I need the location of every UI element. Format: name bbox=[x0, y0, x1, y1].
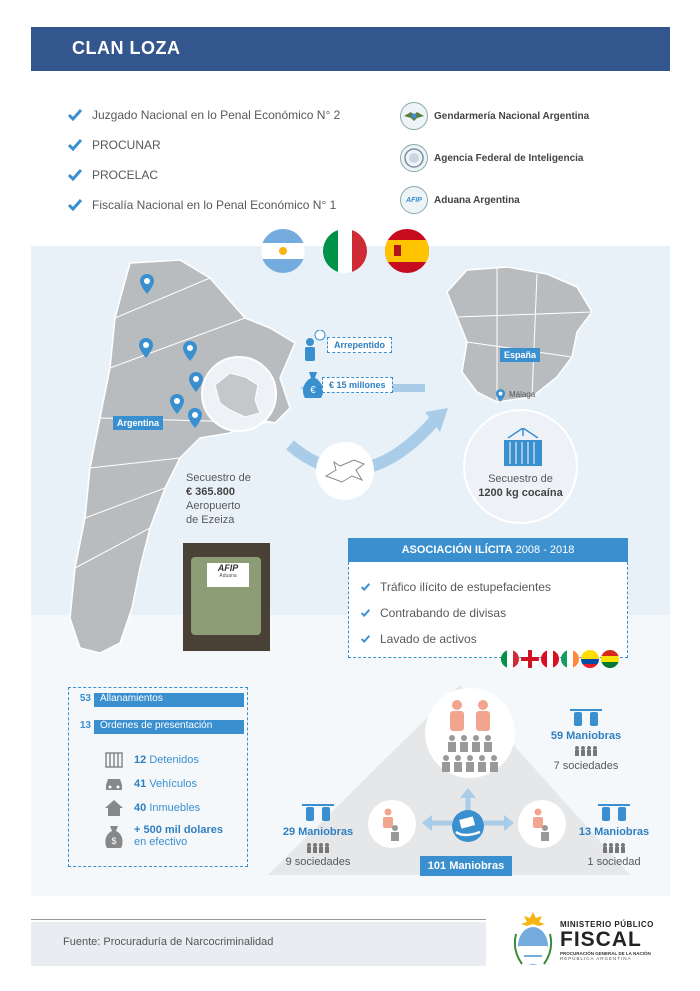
list-item bbox=[361, 600, 551, 626]
seizure-amount: € 365.800 bbox=[186, 486, 235, 498]
asociacion-item: Tráfico ilícito de estupefacientes bbox=[380, 580, 551, 594]
vehiculos-label: Vehículos bbox=[149, 778, 198, 790]
seizure-photo bbox=[183, 543, 270, 651]
car-icon bbox=[104, 775, 124, 793]
agency-aduana bbox=[400, 179, 660, 221]
two-people-icon bbox=[530, 808, 554, 842]
gendarmeria-seal-icon bbox=[400, 102, 428, 130]
shipping-container-icon bbox=[500, 428, 546, 468]
people-group-icon bbox=[306, 842, 330, 854]
two-people-icon bbox=[380, 808, 404, 842]
asociacion-title: ASOCIACIÓN ILÍCITA bbox=[401, 544, 513, 556]
inmuebles-count: 40 bbox=[134, 802, 147, 814]
vehiculos-row bbox=[104, 772, 244, 796]
argentina-label: Argentina bbox=[113, 416, 163, 430]
vehiculos-count: 41 bbox=[134, 778, 147, 790]
jail-icon bbox=[104, 751, 124, 769]
list-item bbox=[68, 160, 388, 190]
seizure-line: Aeropuerto bbox=[186, 500, 241, 512]
asociacion-header bbox=[348, 538, 628, 562]
agency-gendarmeria bbox=[400, 95, 660, 137]
airplane-icon bbox=[314, 440, 376, 502]
agency-name: Aduana Argentina bbox=[434, 194, 520, 206]
list-item bbox=[68, 190, 388, 220]
spain-flag-icon bbox=[384, 228, 430, 274]
agency-name: Gendarmería Nacional Argentina bbox=[434, 110, 590, 122]
person-speech-icon bbox=[300, 330, 326, 364]
afi-seal-icon bbox=[400, 144, 428, 172]
logo-line2: FISCAL bbox=[560, 928, 642, 951]
logo-line4: REPÚBLICA ARGENTINA bbox=[560, 956, 632, 961]
location-pin-icon bbox=[170, 394, 184, 414]
left-maniobras-value: 29 Maniobras bbox=[282, 826, 354, 838]
logo-line3: PROCURACIÓN GENERAL DE LA NACIÓN bbox=[560, 951, 651, 956]
location-pin-icon bbox=[496, 389, 505, 402]
inmuebles-label: Inmuebles bbox=[149, 802, 201, 814]
page-title: CLAN LOZA bbox=[72, 38, 181, 58]
afip-card bbox=[207, 563, 249, 587]
allanamientos-count: 53 bbox=[79, 693, 91, 704]
list-item bbox=[68, 130, 388, 160]
italy-flag-icon bbox=[500, 649, 520, 669]
england-flag-icon bbox=[520, 649, 540, 669]
location-pin-icon bbox=[140, 274, 154, 294]
list-item bbox=[361, 574, 551, 600]
list-item bbox=[68, 100, 388, 130]
house-icon bbox=[104, 799, 124, 817]
dolares-label: en efectivo bbox=[134, 836, 188, 848]
asociacion-item: Contrabando de divisas bbox=[380, 606, 507, 620]
top-maniobras-sub: 7 sociedades bbox=[553, 760, 619, 772]
money-amount-label: € 15 millones bbox=[322, 377, 393, 393]
checkmark-icon bbox=[68, 169, 82, 181]
detenidos-label: Detenidos bbox=[149, 754, 199, 766]
dollar-bag-icon bbox=[104, 824, 124, 850]
logo-line1: MINISTERIO PÚBLICO bbox=[560, 920, 654, 929]
detenidos-row bbox=[104, 748, 244, 772]
asociacion-years: 2008 - 2018 bbox=[515, 544, 575, 556]
spain-label: España bbox=[500, 348, 540, 362]
location-pin-icon bbox=[183, 341, 197, 361]
seized-list bbox=[104, 748, 244, 850]
detenidos-count: 12 bbox=[134, 754, 147, 766]
ordenes-count: 13 bbox=[79, 720, 91, 731]
checkmark-icon bbox=[68, 199, 82, 211]
people-group-icon bbox=[574, 745, 598, 757]
institution-name: PROCELAC bbox=[92, 168, 159, 182]
seizure-line: de Ezeiza bbox=[186, 514, 235, 526]
phones-icon bbox=[596, 801, 632, 825]
svg-text:€: € bbox=[310, 385, 316, 396]
argentina-coat-of-arms-icon bbox=[512, 910, 554, 968]
people-group-icon bbox=[602, 842, 626, 854]
phones-icon bbox=[300, 801, 336, 825]
afip-seal-icon: AFIP bbox=[400, 186, 428, 214]
institution-name: Juzgado Nacional en lo Penal Económico N° 2 bbox=[92, 108, 341, 122]
seizure-amount: 1200 kg cocaína bbox=[478, 487, 563, 499]
right-maniobras-sub: 1 sociedad bbox=[587, 856, 641, 868]
ecuador-flag-icon bbox=[580, 649, 600, 669]
checkmark-icon bbox=[68, 139, 82, 151]
ezeiza-seizure bbox=[186, 471, 276, 527]
checkmark-icon bbox=[68, 109, 82, 121]
institution-name: PROCUNAR bbox=[92, 138, 161, 152]
footer-source: Fuente: Procuraduría de Narcocriminalidad bbox=[63, 936, 274, 948]
checkmark-icon bbox=[361, 635, 370, 643]
phones-icon bbox=[568, 706, 604, 730]
dolares-row bbox=[104, 824, 244, 850]
inmuebles-row bbox=[104, 796, 244, 820]
asociacion-list bbox=[361, 574, 551, 652]
afip-card-subtext: Aduana bbox=[219, 573, 237, 579]
bolivia-flag-icon bbox=[600, 649, 620, 669]
left-maniobras-sub: 9 sociedades bbox=[285, 856, 351, 868]
people-hierarchy-icon bbox=[437, 700, 503, 776]
asociacion-box bbox=[348, 562, 628, 658]
agency-list bbox=[400, 95, 660, 221]
svg-text:$: $ bbox=[111, 836, 117, 846]
ireland-flag-icon bbox=[560, 649, 580, 669]
institution-list bbox=[68, 100, 388, 220]
asociacion-item: Lavado de activos bbox=[380, 632, 477, 646]
afip-card-logo: AFIP bbox=[217, 563, 239, 573]
ordenes-label: Órdenes de presentación bbox=[94, 720, 244, 734]
small-flags-row bbox=[500, 649, 620, 669]
ordenes-row bbox=[72, 720, 244, 734]
agency-name: Agencia Federal de Inteligencia bbox=[434, 152, 584, 164]
allanamientos-label: Allanamientos bbox=[94, 693, 244, 707]
seizure-line: Secuestro de bbox=[488, 473, 553, 485]
seizure-line: Secuestro de bbox=[186, 472, 251, 484]
arrepentido-label: Arrepentido bbox=[327, 337, 392, 353]
fiscal-logo bbox=[560, 920, 654, 961]
malaga-label: Málaga bbox=[509, 390, 536, 399]
allanamientos-row bbox=[72, 693, 244, 707]
location-pin-icon bbox=[139, 338, 153, 358]
total-maniobras-badge: 101 Maniobras bbox=[420, 856, 512, 876]
money-hand-arrows bbox=[418, 788, 518, 858]
agency-afi bbox=[400, 137, 660, 179]
right-maniobras-value: 13 Maniobras bbox=[578, 826, 650, 838]
top-maniobras-value: 59 Maniobras bbox=[550, 730, 622, 742]
spain-seizure-text bbox=[463, 472, 578, 500]
checkmark-icon bbox=[361, 609, 370, 617]
institution-name: Fiscalía Nacional en lo Penal Económico N° 1 bbox=[92, 198, 337, 212]
checkmark-icon bbox=[361, 583, 370, 591]
footer-divider bbox=[31, 919, 486, 920]
peru-flag-icon bbox=[540, 649, 560, 669]
dolares-amount: + 500 mil dolares bbox=[134, 824, 223, 836]
